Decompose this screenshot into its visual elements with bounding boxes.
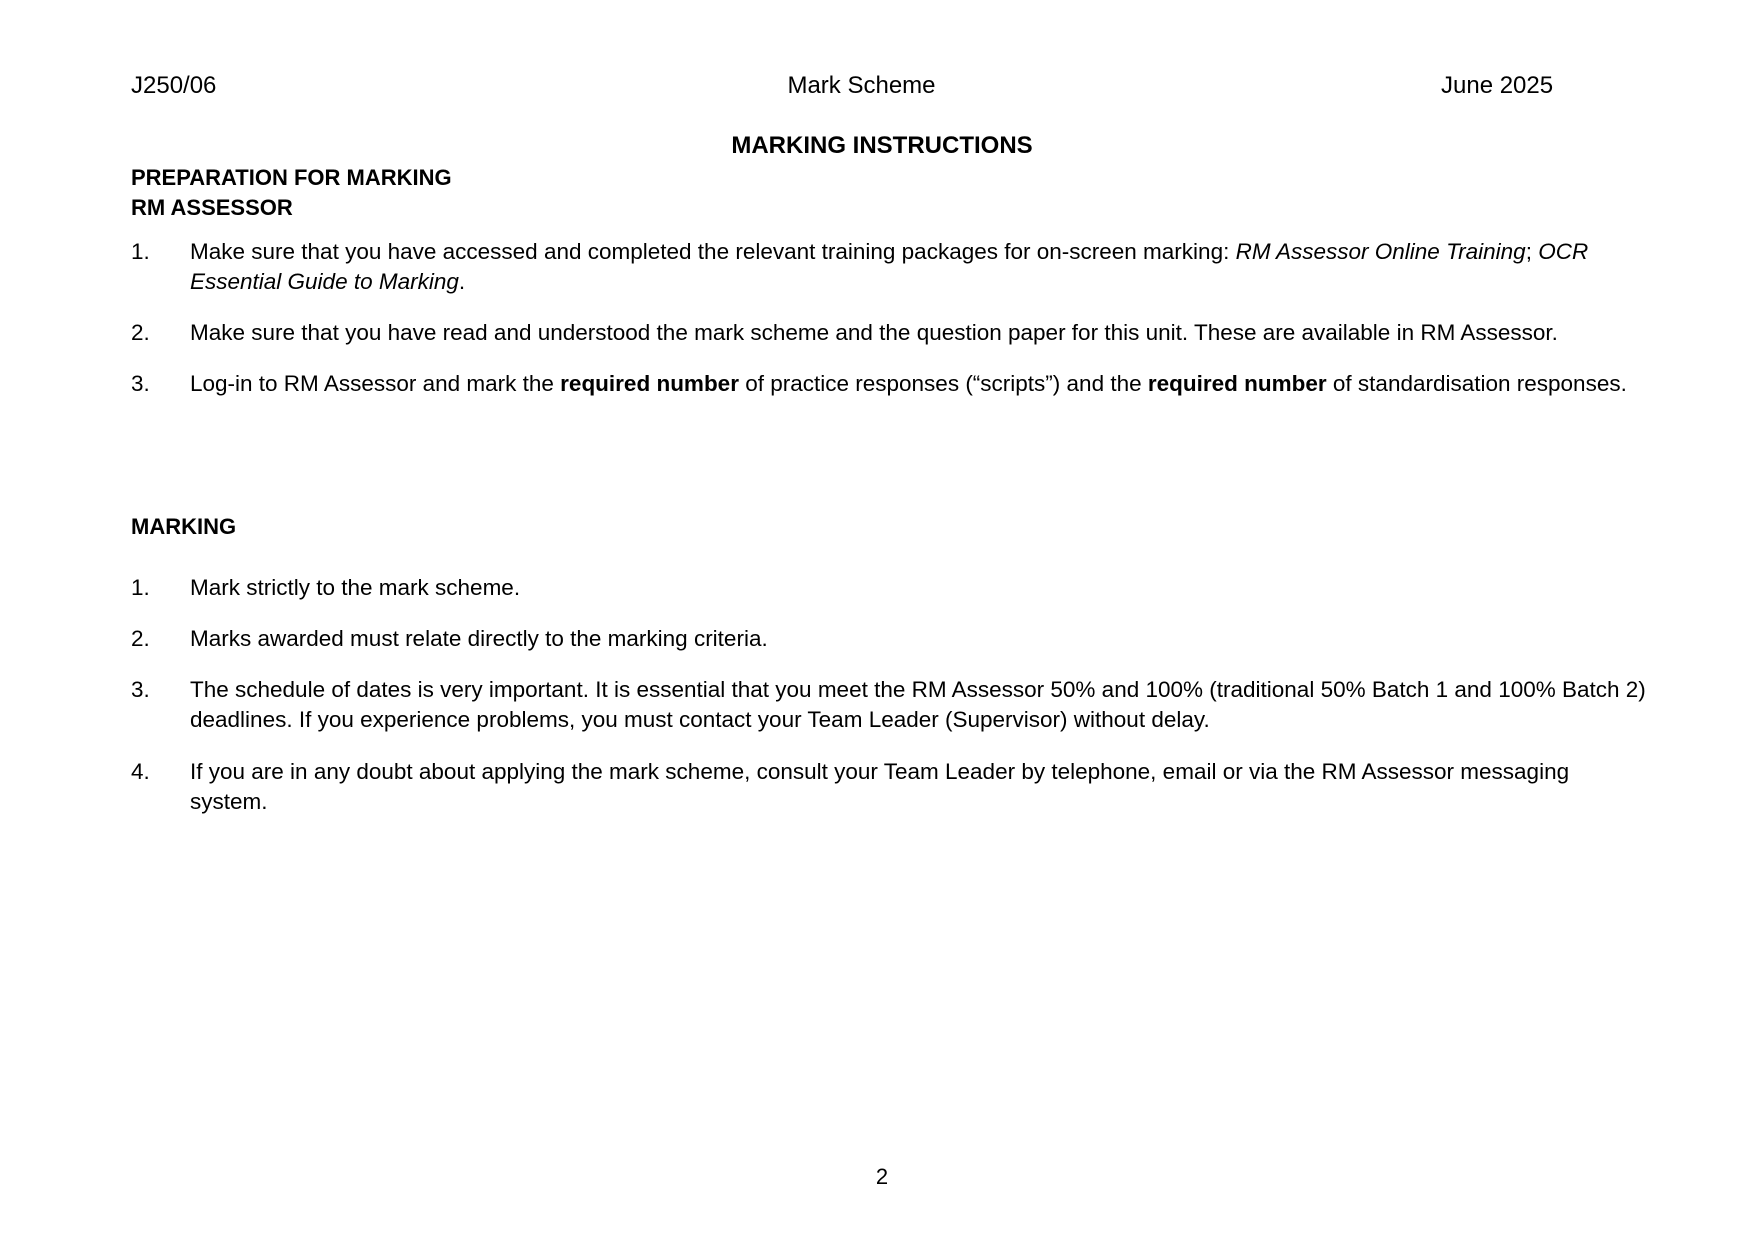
item-text: Make sure that you have read and understood the mark scheme and the question paper for this unit. These are available in RM Assessor. <box>190 320 1558 345</box>
item-number: 1. <box>131 575 150 600</box>
marking-item-4 <box>131 757 1651 817</box>
item-number: 3. <box>131 677 150 702</box>
rm-assessor-heading: RM ASSESSOR <box>131 195 293 220</box>
paper-code: J250/06 <box>131 72 217 99</box>
page-number: 2 <box>875 1164 889 1189</box>
item-text: Mark strictly to the mark scheme. <box>190 575 521 600</box>
emphasis-required-number: required number <box>1147 371 1327 396</box>
item-number: 4. <box>131 759 150 784</box>
preparation-item-3 <box>131 369 1651 399</box>
item-number: 2. <box>131 320 150 345</box>
header-title: Mark Scheme <box>787 72 936 99</box>
marking-item-1 <box>131 573 1651 603</box>
page-title: MARKING INSTRUCTIONS <box>731 132 1033 159</box>
item-text: Make sure that you have accessed and completed the relevant training packages for on-screen marking: RM Assessor Online Training; OCR Essential Guide to Marking. <box>190 239 1589 294</box>
marking-item-3 <box>131 675 1651 735</box>
marking-item-2 <box>131 624 1651 654</box>
item-text: Log-in to RM Assessor and mark the required number of practice responses (“scripts”) and the required number of standardisation responses. <box>190 371 1627 396</box>
item-text: If you are in any doubt about applying the mark scheme, consult your Team Leader by telephone, email or via the RM Assessor messaging system. <box>190 759 1570 814</box>
guide-title: OCR Essential Guide to Marking <box>190 239 1589 294</box>
emphasis-required-number: required number <box>560 371 739 396</box>
header-date: June 2025 <box>1441 72 1554 99</box>
item-text: The schedule of dates is very important. It is essential that you meet the RM Assessor 50% and 100% (traditional 50% Batch 1 and 100% Batch 2) deadlines. If you experience problems, you must contact your Team Leader (Supervisor) without delay. <box>190 677 1646 732</box>
item-number: 2. <box>131 626 150 651</box>
preparation-item-1 <box>131 237 1651 297</box>
marking-heading: MARKING <box>131 514 237 539</box>
item-number: 3. <box>131 371 150 396</box>
preparation-heading: PREPARATION FOR MARKING <box>131 165 452 190</box>
preparation-item-2 <box>131 318 1651 348</box>
training-title: RM Assessor Online Training <box>1235 239 1526 264</box>
item-text: Marks awarded must relate directly to the marking criteria. <box>190 626 768 651</box>
item-number: 1. <box>131 239 150 264</box>
